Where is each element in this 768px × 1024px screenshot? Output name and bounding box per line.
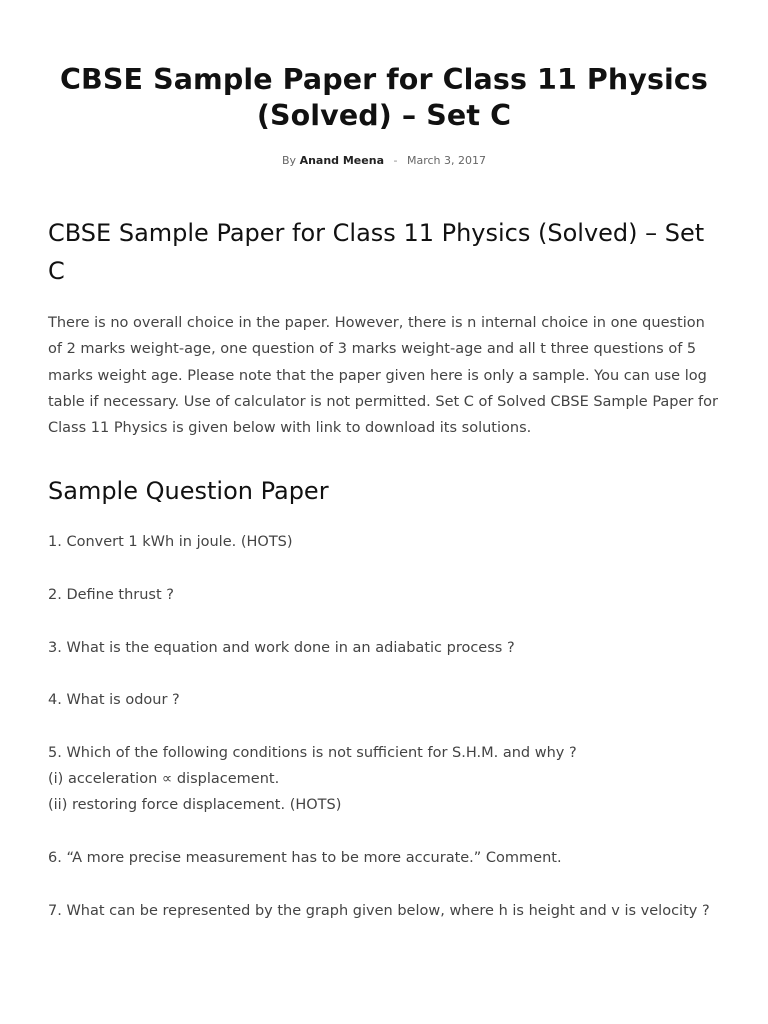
section-heading: Sample Question Paper bbox=[48, 477, 329, 506]
question-line: 3. What is the equation and work done in an adiabatic process ? bbox=[48, 639, 515, 656]
question-option: (i) acceleration ∝ displacement. bbox=[48, 771, 280, 788]
question-6 bbox=[48, 845, 720, 871]
question-3 bbox=[48, 635, 720, 661]
post-meta bbox=[48, 154, 720, 168]
question-line: 4. What is odour ? bbox=[48, 692, 180, 709]
question-7 bbox=[48, 898, 720, 924]
question-4 bbox=[48, 687, 720, 713]
question-line: 2. Define thrust ? bbox=[48, 587, 174, 604]
question-5 bbox=[48, 740, 720, 819]
question-2 bbox=[48, 582, 720, 608]
author-link[interactable]: Anand Meena bbox=[299, 154, 384, 167]
intro-paragraph: There is no overall choice in the paper. However, there is n internal choice in one question of 2 marks weight-age, one question of 3 marks weight-age and all t three questions of 5 marks weight age. Please note that the paper given here is only a sample. You can use log table if necessary. Use of calculator is not permitted. Set C of Solved CBSE Sample Paper for Class 11 Physics is given below with link to download its solutions. bbox=[48, 315, 718, 437]
post-title: CBSE Sample Paper for Class 11 Physics (Solved) – Set C bbox=[60, 63, 708, 132]
question-1 bbox=[48, 529, 720, 555]
article bbox=[48, 0, 720, 950]
by-label: By bbox=[282, 154, 297, 167]
question-line: 6. “A more precise measurement has to be more accurate.” Comment. bbox=[48, 850, 562, 867]
meta-separator: - bbox=[393, 154, 398, 167]
question-list bbox=[48, 529, 720, 923]
question-line: 5. Which of the following conditions is not sufficient for S.H.M. and why ? bbox=[48, 744, 577, 761]
post-date: March 3, 2017 bbox=[406, 154, 486, 167]
question-line: 1. Convert 1 kWh in joule. (HOTS) bbox=[48, 534, 293, 551]
content-title: CBSE Sample Paper for Class 11 Physics (Solved) – Set C bbox=[48, 219, 705, 285]
question-option: (ii) restoring force displacement. (HOTS) bbox=[48, 797, 342, 814]
question-line: 7. What can be represented by the graph given below, where h is height and v is velocity ? bbox=[48, 902, 710, 919]
